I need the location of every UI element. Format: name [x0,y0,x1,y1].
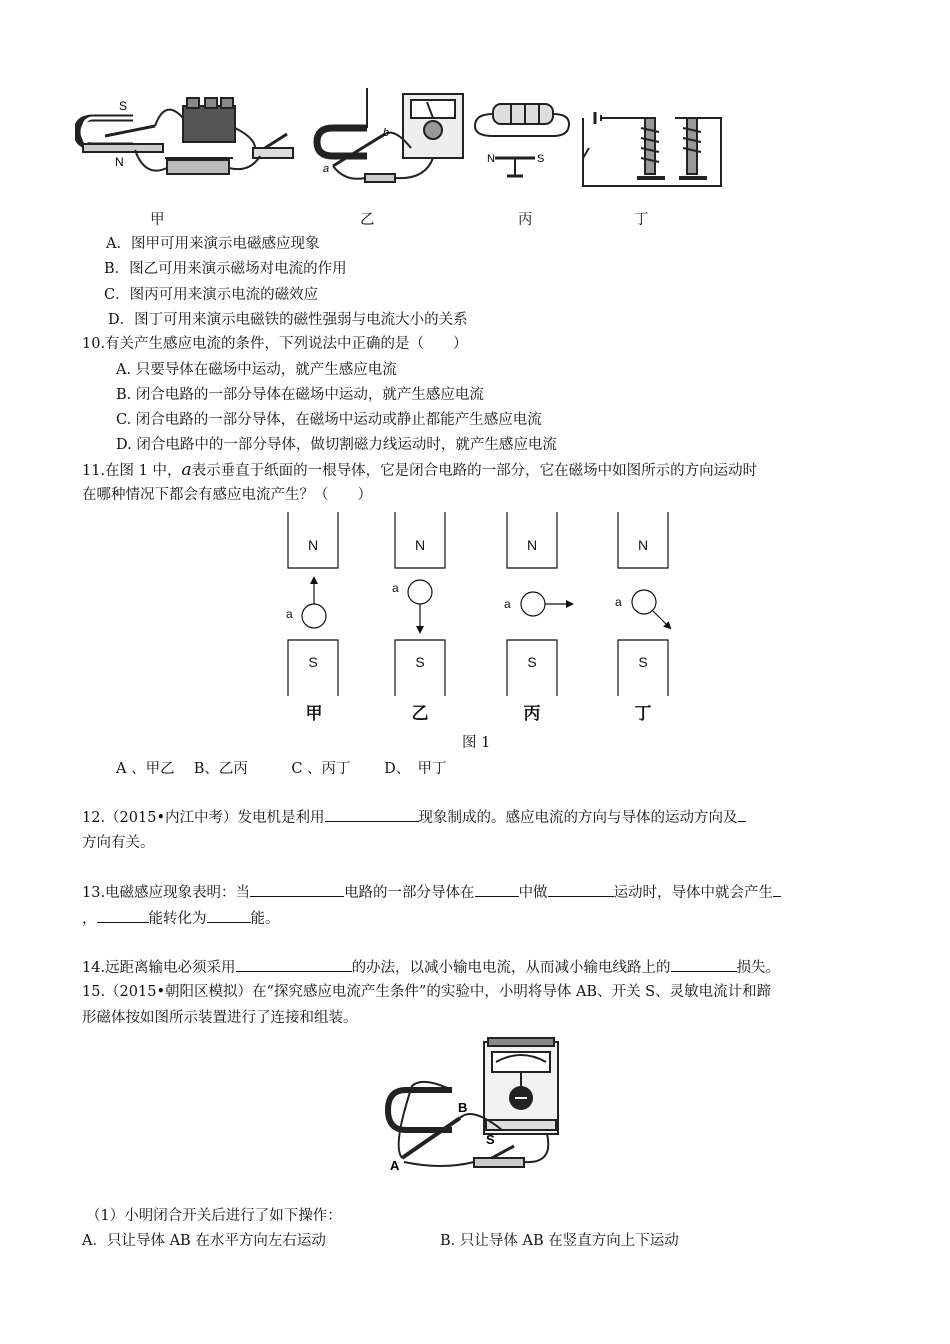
q10-option-c: C. 闭合电路的一部分导体，在磁场中运动或静止都能产生感应电流 [116,412,542,428]
q14-blank-2[interactable] [671,957,737,972]
q14-line1 [82,957,780,978]
q11-panel-label-ding: 丁 [634,704,652,723]
q14-blank-1[interactable] [236,957,352,972]
q15-label-s: S [486,1132,495,1147]
q11-stem-line2: 在哪种情况下都会有感应电流产生？（ ） [82,487,372,503]
q10-option-b: B. 闭合电路的一部分导体在磁场中运动，就产生感应电流 [116,387,484,403]
q11-ding-motion-arrow [653,611,670,628]
q13-blank-6[interactable] [207,908,251,923]
q11-jia-conductor [302,604,326,628]
q11-bing-a-label: a [504,597,511,611]
q15-figure [382,1036,566,1176]
q15-option-a: A．只让导体 AB 在水平方向左右运动 [82,1233,326,1249]
q13-line2 [82,908,280,929]
q11-jia-n-label: N [307,537,319,553]
q13-line2-post: 能。 [250,911,280,927]
q10-option-d: D. 闭合电路中的一部分导体，做切割磁力线运动时，就产生感应电流 [116,437,557,453]
fig-jia-n: N [115,155,124,169]
q15-label-b: B [458,1100,468,1115]
q13-part2: 电路的一部分导体在 [344,885,475,901]
q11-stem-pre: 11.在图 1 中， [82,463,182,479]
fig-bing-s: S [537,153,545,165]
fig-yi-apparatus [317,88,463,182]
q14-part2: 的办法，以减小输电电流，从而减小输电线路上的 [351,960,671,976]
q10-stem: 10.有关产生感应电流的条件，下列说法中正确的是（ ） [82,336,468,352]
q13-blank-1[interactable] [250,882,344,897]
q15-line2: 形磁体按如图所示装置进行了连接和组装。 [82,1010,358,1026]
q11-figure-caption: 图 1 [462,735,491,751]
q10-option-a: A. 只要导体在磁场中运动，就产生感应电流 [116,362,397,378]
q9-fig-label-jia: 甲 [150,212,165,228]
q11-stem-post: 表示垂直于纸面的一根导体，它是闭合电路的一部分，它在磁场中如图所示的方向运动时 [191,463,758,479]
q12-part1: 12.（2015•内江中考）发电机是利用 [82,810,325,826]
q9-option-c: C．图丙可用来演示电流的磁效应 [104,287,319,303]
q11-choices: A 、甲乙 B、乙丙 C 、丙丁 D、 甲丁 [116,761,447,777]
q11-ding-n-label: N [637,537,649,553]
q11-bing-s-label: S [527,654,537,670]
q11-panel-label-yi: 乙 [411,704,429,723]
q13-blank-4[interactable] [773,882,781,897]
q11-jia-a-label: a [286,607,293,621]
q15-option-b: B. 只让导体 AB 在竖直方向上下运动 [440,1233,679,1249]
q13-blank-3[interactable] [548,882,614,897]
q12-blank-1[interactable] [325,807,419,822]
q11-yi-a-label: a [392,581,399,595]
q13-blank-2[interactable] [475,882,519,897]
q11-yi-conductor [408,580,432,604]
q15-conductor-ab [402,1118,460,1158]
q9-fig-label-ding: 丁 [634,212,649,228]
q13-part3: 中做 [518,885,548,901]
fig-jia-s: S [119,99,128,113]
q11-bing-conductor [521,592,545,616]
q9-figures [75,88,735,200]
fig-jia-apparatus [77,98,293,174]
q11-stem-line1 [82,460,757,481]
q11-yi-s-label: S [415,654,425,670]
q11-stem-var: a [181,460,192,480]
q11-panel-label-bing: 丙 [523,704,541,723]
q15-sub1: （1）小明闭合开关后进行了如下操作： [86,1208,342,1224]
q15-switch [474,1158,524,1167]
q12-line1 [82,807,746,828]
fig-bing-apparatus [475,104,569,176]
fig-ding-apparatus [583,112,721,186]
q15-horseshoe-magnet [388,1090,452,1130]
fig-bing-n: N [487,153,495,165]
q13-line1 [82,882,781,903]
q13-line2-mid: 能转化为 [148,911,207,927]
fig-yi-a: a [323,163,330,175]
q9-option-b: B．图乙可用来演示磁场对电流的作用 [104,261,347,277]
q11-jia-s-label: S [308,654,318,670]
q9-option-d: D．图丁可用来演示电磁铁的磁性强弱与电流大小的关系 [108,312,468,328]
q11-ding-a-label: a [615,595,622,609]
q9-fig-label-bing: 丙 [518,212,533,228]
q12-blank-2[interactable] [738,807,746,822]
q13-blank-5[interactable] [97,908,149,923]
q11-bing-n-label: N [526,537,538,553]
q11-yi-n-label: N [414,537,426,553]
q13-line2-pre: ， [82,911,97,927]
q15-line1: 15.（2015•朝阳区模拟）在“探究感应电流产生条件”的实验中，小明将导体 AB、开关 S、灵敏电流计和蹄 [82,984,772,1000]
q11-ding-conductor [632,590,656,614]
fig-yi-b: b [383,127,390,139]
q12-part2: 现象制成的。感应电流的方向与导体的运动方向及 [418,810,738,826]
q11-figure [270,512,690,724]
q12-line2: 方向有关。 [82,835,155,851]
q9-fig-label-yi: 乙 [360,212,375,228]
q15-label-a: A [390,1158,400,1173]
q13-part1: 13.电磁感应现象表明：当 [82,885,251,901]
q13-part4: 运动时，导体中就会产生 [613,885,774,901]
q14-part1: 14.远距离输电必须采用 [82,960,236,976]
q11-ding-s-label: S [638,654,648,670]
q14-part3: 损失。 [736,960,781,976]
q11-panel-label-jia: 甲 [305,704,323,723]
q9-option-a: A．图甲可用来演示电磁感应现象 [106,236,320,252]
